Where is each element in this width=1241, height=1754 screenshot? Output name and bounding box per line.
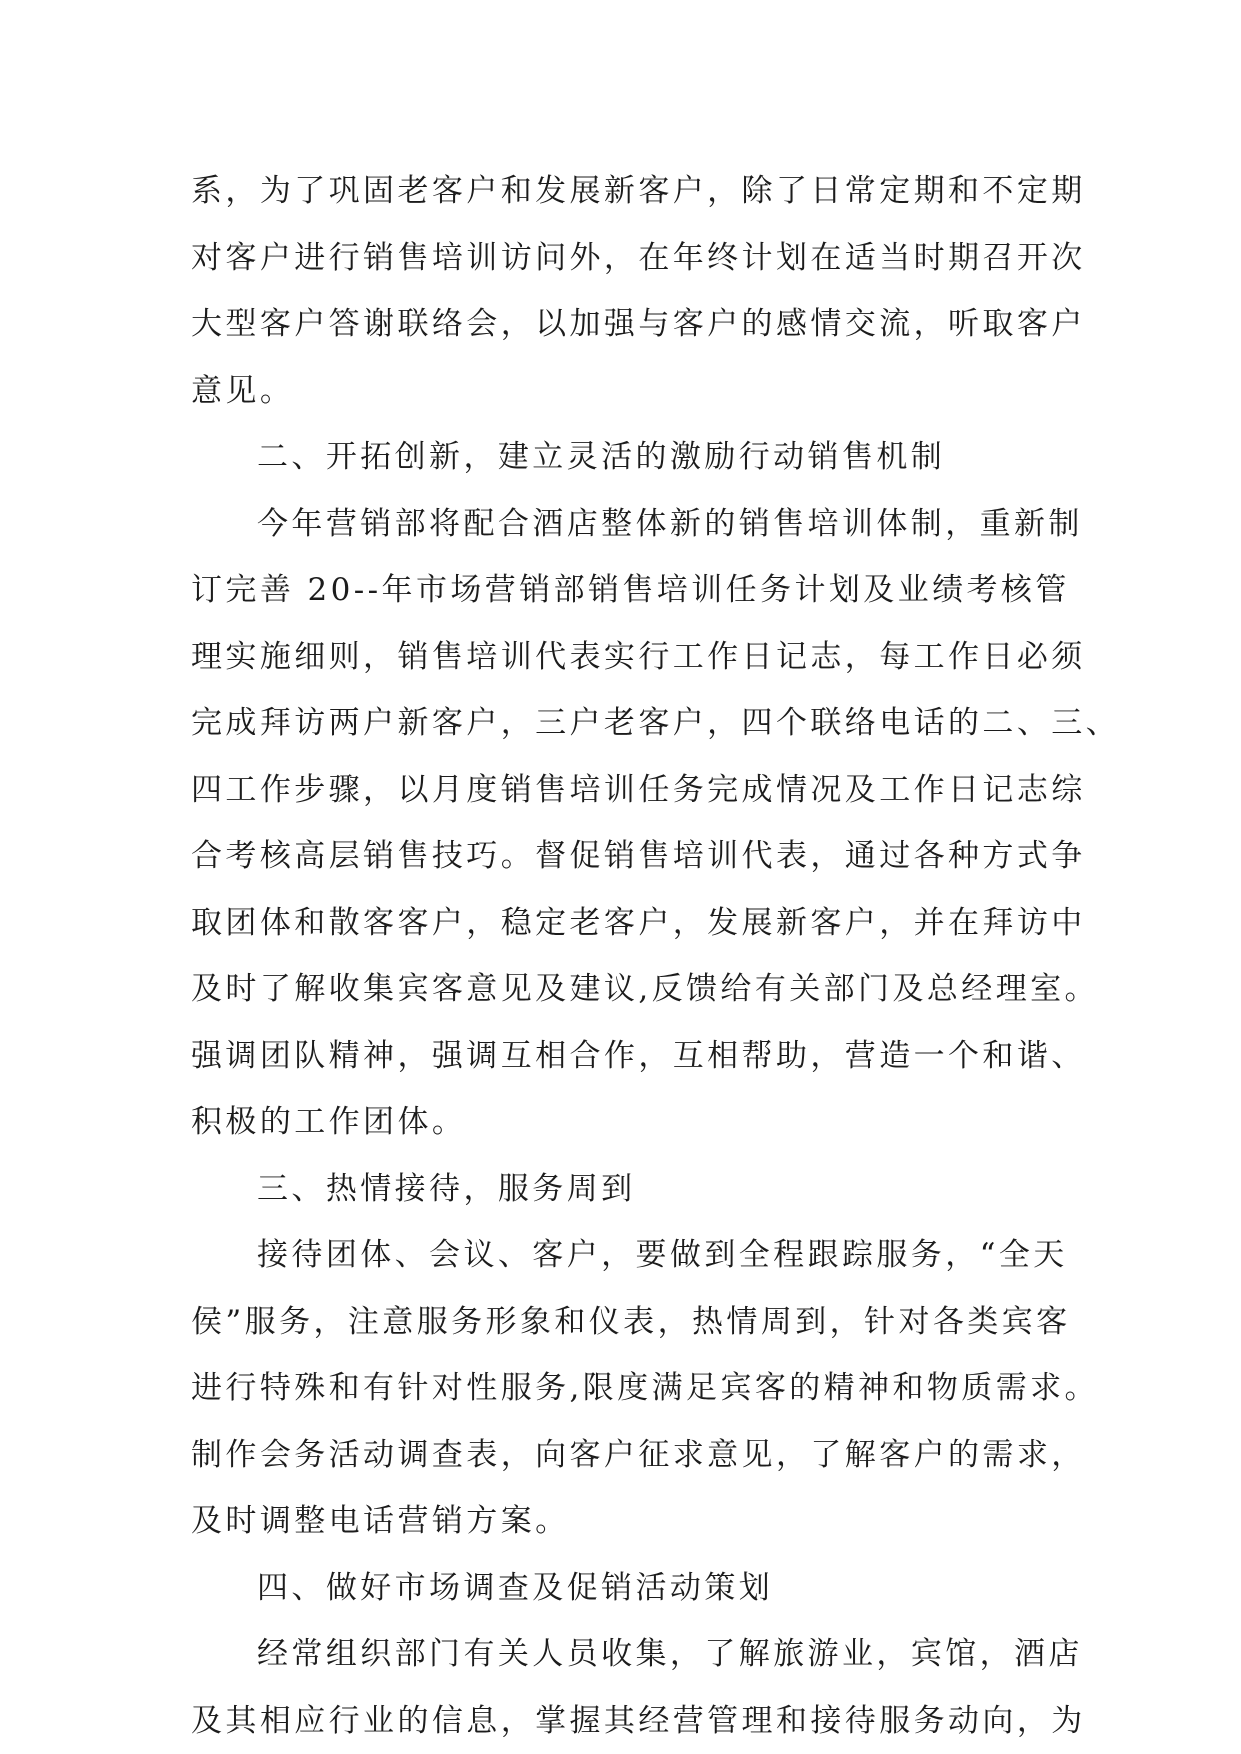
text-line: 系，为了巩固老客户和发展新客户，除了日常定期和不定期	[191, 173, 1086, 209]
text-line: 强调团队精神，强调互相合作，互相帮助，营造一个和谐、	[191, 1037, 1086, 1074]
text-line: 合考核高层销售技巧。督促销售培训代表，通过各种方式争	[191, 838, 1086, 874]
text-line: 完成拜访两户新客户，三户老客户，四个联络电话的二、三、	[191, 705, 1121, 741]
text-line: 四工作步骤，以月度销售培训任务完成情况及工作日记志综	[191, 771, 1086, 808]
text-line: 积极的工作团体。	[191, 1104, 467, 1140]
paragraph-first-line: 四、做好市场调查及促销活动策划	[257, 1569, 774, 1606]
text-line: 及时了解收集宾客意见及建议,反馈给有关部门及总经理室。	[191, 971, 1099, 1007]
text-line: 及时调整电话营销方案。	[191, 1503, 570, 1539]
text-line: 制作会务活动调查表，向客户征求意见，了解客户的需求，	[191, 1436, 1086, 1473]
text-line: 取团体和散客客户，稳定老客户，发展新客户，并在拜访中	[191, 904, 1086, 941]
text-line: 及其相应行业的信息，掌握其经营管理和接待服务动向，为	[191, 1702, 1086, 1739]
text-line: 对客户进行销售培训访问外，在年终计划在适当时期召开次	[191, 239, 1086, 276]
document-body	[191, 158, 1121, 1754]
text-line: 意见。	[191, 372, 295, 409]
text-line: 订完善 20--年市场营销部销售培训任务计划及业绩考核管	[191, 572, 1070, 608]
paragraph-first-line: 三、热情接待，服务周到	[257, 1170, 636, 1207]
paragraph-first-line: 经常组织部门有关人员收集，了解旅游业，宾馆，酒店	[257, 1636, 1083, 1672]
paragraph-first-line: 二、开拓创新，建立灵活的激励行动销售机制	[257, 439, 946, 475]
text-line: 侯”服务，注意服务形象和仪表，热情周到，针对各类宾客	[191, 1303, 1071, 1340]
text-line: 大型客户答谢联络会，以加强与客户的感情交流，听取客户	[191, 306, 1086, 342]
text-line: 理实施细则，销售培训代表实行工作日记志，每工作日必须	[191, 638, 1086, 675]
paragraph-first-line: 今年营销部将配合酒店整体新的销售培训体制，重新制	[257, 505, 1083, 542]
paragraph-first-line: 接待团体、会议、客户，要做到全程跟踪服务，“全天	[257, 1237, 1068, 1273]
text-line: 进行特殊和有针对性服务,限度满足宾客的精神和物质需求。	[191, 1370, 1099, 1406]
